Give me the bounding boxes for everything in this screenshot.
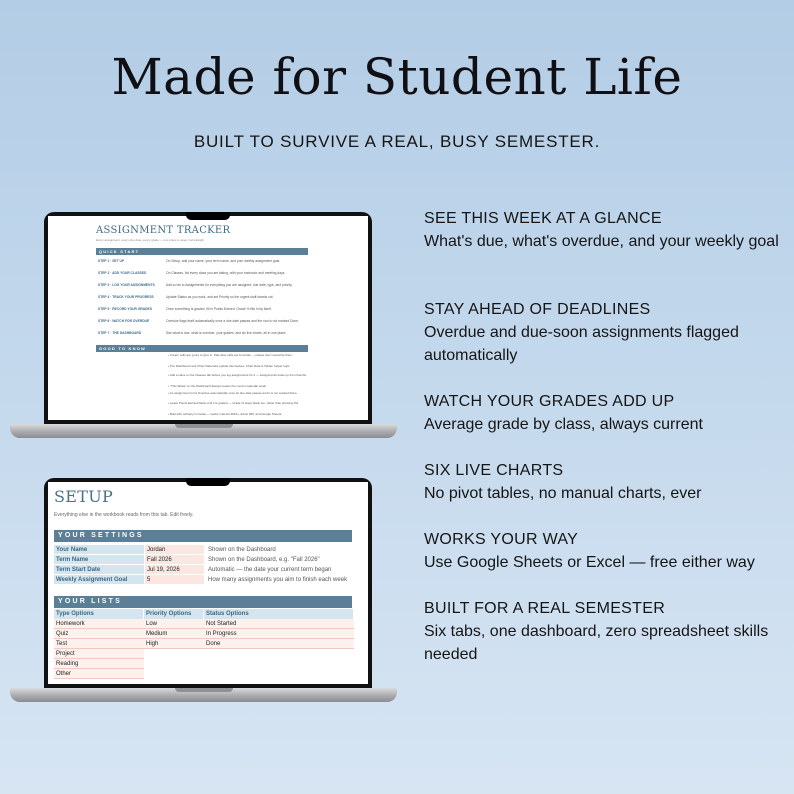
priority-options-list [144, 619, 204, 649]
feature-text: Average grade by class, always current [424, 416, 703, 433]
priority-option[interactable]: High [144, 639, 204, 649]
tip-item: • Cream cells are yours to type in. Pale-blue cells are formulas — please don't overwrite them. [168, 353, 293, 357]
step-description: On Setup, add your name, your term name, and your weekly assignment goal. [166, 259, 281, 263]
tip-item: • Add a class on the Classes tab before you log assignments for it — Assignments looks up from that list. [168, 373, 307, 377]
feature-item [424, 597, 784, 666]
setup-screen [48, 482, 368, 684]
priority-option[interactable]: Medium [144, 629, 204, 639]
quick-start-header: QUICK START [96, 248, 308, 255]
laptop-bezel [44, 212, 372, 424]
tip-item: • An assignment turns Overdue automatically once its due date passes and it is not marked Done. [168, 391, 298, 395]
type-options-header: Type Options [54, 609, 144, 619]
status-option[interactable]: Done [204, 639, 354, 649]
feature-heading: WORKS YOUR WAY [424, 531, 579, 548]
priority-options-header: Priority Options [144, 609, 204, 619]
status-options-list [204, 619, 354, 649]
step-description: Add a row to Assignments for everything you are assigned: due date, type, and priority. [166, 283, 293, 287]
tracker-title: ASSIGNMENT TRACKER [96, 225, 231, 236]
subheadline: BUILT TO SURVIVE A REAL, BUSY SEMESTER. [193, 132, 601, 151]
step-row [96, 257, 308, 265]
step-label: STEP 2 · ADD YOUR CLASSES [98, 271, 147, 275]
feature-heading: STAY AHEAD OF DEADLINES [424, 301, 651, 318]
tip-item: • "This Week" on the Dashboard always means the current calendar week. [168, 384, 267, 388]
feature-item [424, 298, 784, 367]
camera-notch [186, 478, 230, 486]
good-to-know-header: GOOD TO KNOW [96, 345, 308, 352]
step-description: Overdue flags itself automatically once a due date passes and the row is not marked Done. [166, 319, 299, 323]
type-option[interactable]: Quiz [54, 629, 144, 639]
your-settings-header: YOUR SETTINGS [54, 530, 352, 542]
setting-note: Shown on the Dashboard, e.g. "Fall 2026" [208, 557, 320, 563]
feature-heading: SEE THIS WEEK AT A GLANCE [424, 210, 662, 227]
headline: Made for Student Life [111, 48, 683, 106]
step-description: On Classes, list every class you are taking, with your instructor and meeting days. [166, 271, 286, 275]
setting-note: Shown on the Dashboard [208, 547, 276, 553]
feature-item [424, 459, 784, 505]
feature-item [424, 528, 784, 574]
tracker-subtitle: Every assignment, every due date, every grade — one place to keep it all straight. [96, 238, 205, 242]
laptop-base-notch [175, 424, 233, 428]
setting-note: Automatic — the date your current term began [208, 567, 332, 573]
tip-item: • Built with ordinary formulas — works in Excel 2016+, Excel 365, and Google Sheets. [168, 412, 283, 416]
tip-item: • Leave Points Earned blank until it is graded — Grade % stays blank too, rather than showing 0%. [168, 401, 299, 405]
step-description: See what is due, what is overdue, your grades, and six live charts, all in one place. [166, 331, 287, 335]
type-option[interactable]: Project [54, 649, 144, 659]
laptop-base [10, 688, 397, 702]
feature-heading: BUILT FOR A REAL SEMESTER [424, 600, 666, 617]
type-options-list [54, 619, 144, 679]
step-label: STEP 6 · WATCH FOR OVERDUE [98, 319, 150, 323]
status-option[interactable]: Not Started [204, 619, 354, 629]
step-row [96, 305, 308, 313]
laptop-base-notch [175, 688, 233, 692]
tip-item: • The Dashboard and Chart Data tabs update themselves. Chart Data is hidden helper logic. [168, 364, 291, 368]
feature-heading: WATCH YOUR GRADES ADD UP [424, 393, 675, 410]
setup-subtitle: Everything else in the workbook reads from this tab. Edit freely. [54, 512, 194, 518]
setting-key: Your Name [54, 545, 144, 555]
feature-text: No pivot tables, no manual charts, ever [424, 485, 702, 502]
feature-text: Six tabs, one dashboard, zero spreadsheet skills needed [424, 623, 769, 663]
setting-value-input[interactable]: Jordan [144, 545, 204, 555]
setting-key: Term Start Date [54, 565, 144, 575]
laptop-bezel [44, 478, 372, 688]
step-row [96, 317, 308, 325]
step-row [96, 281, 308, 289]
setting-value-input[interactable]: 5 [144, 575, 204, 585]
step-row [96, 269, 308, 277]
type-option[interactable]: Reading [54, 659, 144, 669]
feature-item [424, 207, 784, 253]
feature-item [424, 390, 784, 436]
setting-key: Term Name [54, 555, 144, 565]
setting-value-input[interactable]: Fall 2026 [144, 555, 204, 565]
status-options-header: Status Options [204, 609, 354, 619]
step-label: STEP 3 · LOG YOUR ASSIGNMENTS [98, 283, 155, 287]
status-option[interactable]: In Progress [204, 629, 354, 639]
assignment-tracker-screen [48, 216, 368, 420]
type-option[interactable]: Homework [54, 619, 144, 629]
step-description: Update Status as you work, and set Priority so the urgent stuff stands out. [166, 295, 274, 299]
setting-key: Weekly Assignment Goal [54, 575, 144, 585]
laptop-base [10, 424, 397, 438]
step-label: STEP 4 · TRACK YOUR PROGRESS [98, 295, 154, 299]
step-row [96, 329, 308, 337]
step-label: STEP 7 · THE DASHBOARD [98, 331, 142, 335]
camera-notch [186, 212, 230, 220]
type-option[interactable]: Other [54, 669, 144, 679]
type-option[interactable]: Test [54, 639, 144, 649]
step-description: Once something is graded, fill in Points Earned. Grade % fills in by itself. [166, 307, 272, 311]
step-label: STEP 5 · RECORD YOUR GRADES [98, 307, 152, 311]
setting-value-input[interactable]: Jul 19, 2026 [144, 565, 204, 575]
step-row [96, 293, 308, 301]
feature-text: Overdue and due-soon assignments flagged automatically [424, 324, 739, 364]
feature-text: What's due, what's overdue, and your weekly goal [424, 233, 779, 250]
feature-text: Use Google Sheets or Excel — free either way [424, 554, 755, 571]
step-label: STEP 1 · SET UP [98, 259, 125, 263]
feature-heading: SIX LIVE CHARTS [424, 462, 564, 479]
setting-note: How many assignments you aim to finish each week [208, 577, 348, 583]
your-lists-header: YOUR LISTS [54, 596, 352, 608]
priority-option[interactable]: Low [144, 619, 204, 629]
setup-title: SETUP [54, 487, 114, 506]
